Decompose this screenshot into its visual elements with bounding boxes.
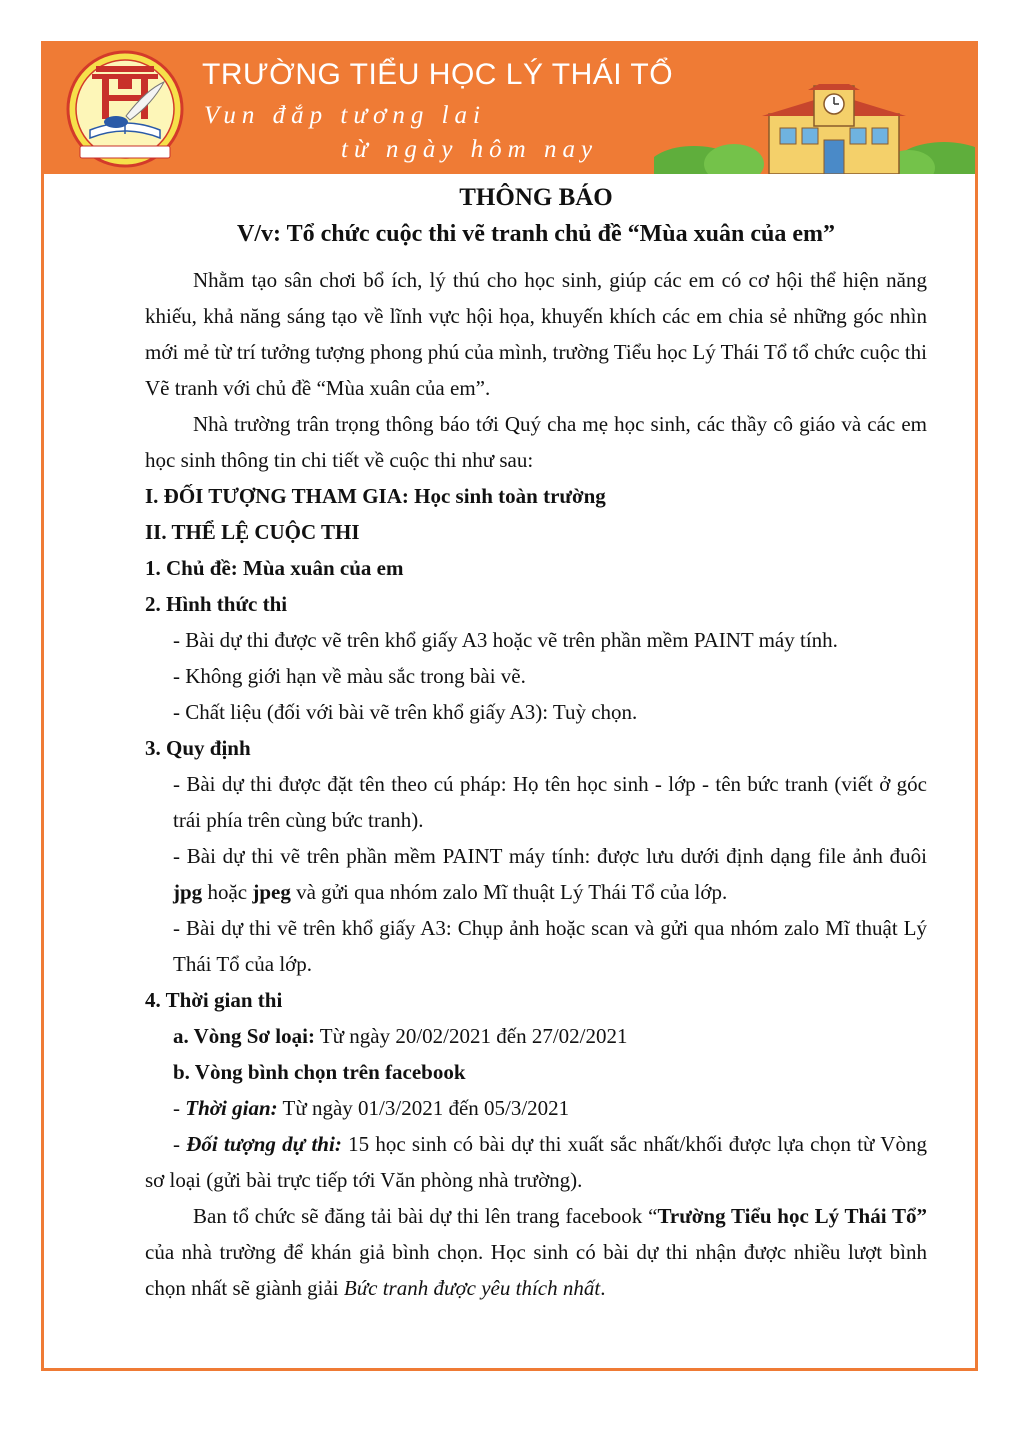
school-banner: [44, 44, 975, 174]
document-subtitle: V/v: Tổ chức cuộc thi vẽ tranh chủ đề “Mùa xuân của em”: [237, 221, 835, 247]
vote-participants: - Đối tượng dự thi: 15 học sinh có bài dự thi xuất sắc nhất/khối được lựa chọn từ Vòng sơ loại (gửi bài trực tiếp tới Văn phòng nhà trường).: [145, 1132, 927, 1192]
slogan-line-1: Vun đắp tương lai: [204, 102, 486, 129]
form-item: - Bài dự thi được vẽ trên khổ giấy A3 hoặc vẽ trên phần mềm PAINT máy tính.: [173, 628, 838, 652]
section-rules: II. THỂ LỆ CUỘC THI: [145, 520, 360, 544]
form-heading: 2. Hình thức thi: [145, 592, 288, 616]
regulation-naming: - Bài dự thi được đặt tên theo cú pháp: Họ tên học sinh - lớp - tên bức tranh (viết ở góc trái phía trên cùng bức tranh).: [173, 772, 927, 832]
regulation-paint-file: - Bài dự thi vẽ trên phần mềm PAINT máy tính: được lưu dưới định dạng file ảnh đuôi jpg hoặc jpeg và gửi qua nhóm zalo Mĩ thuật Lý Thái Tổ của lớp.: [173, 844, 927, 904]
time-heading: 4. Thời gian thi: [145, 988, 283, 1012]
form-item: - Không giới hạn về màu sắc trong bài vẽ.: [173, 664, 526, 688]
round-facebook-vote: b. Vòng bình chọn trên facebook: [173, 1060, 466, 1084]
intro-paragraph-1: Nhằm tạo sân chơi bổ ích, lý thú cho học sinh, giúp các em có cơ hội thể hiện năng khiếu, khả năng sáng tạo về lĩnh vực hội họa, khuyến khích các em chia sẻ những góc nhìn mới mẻ từ trí tưởng tượng phong phú của mình, trường Tiểu học Lý Thái Tổ tổ chức cuộc thi Vẽ tranh với chủ đề “Mùa xuân của em”.: [145, 268, 927, 400]
vote-time: - Thời gian: Từ ngày 01/3/2021 đến 05/3/2021: [173, 1096, 570, 1120]
regulations-heading: 3. Quy định: [145, 736, 251, 760]
closing-paragraph: Ban tổ chức sẽ đăng tải bài dự thi lên trang facebook “Trường Tiểu học Lý Thái Tổ” của nhà trường để khán giả bình chọn. Học sinh có bài dự thi nhận được nhiều lượt bình chọn nhất sẽ giành giải Bức tranh được yêu thích nhất.: [145, 1204, 927, 1300]
document-title: THÔNG BÁO: [459, 184, 613, 211]
school-name: TRƯỜNG TIỂU HỌC LÝ THÁI TỔ: [202, 58, 674, 91]
school-logo: [66, 50, 184, 168]
announcement-document: [145, 180, 927, 1306]
regulation-a3-submission: - Bài dự thi vẽ trên khổ giấy A3: Chụp ảnh hoặc scan và gửi qua nhóm zalo Mĩ thuật Lý Thái Tổ của lớp.: [173, 916, 927, 976]
school-building-illustration: [654, 84, 975, 174]
intro-paragraph-2: Nhà trường trân trọng thông báo tới Quý cha mẹ học sinh, các thầy cô giáo và các em học sinh thông tin chi tiết về cuộc thi như sau:: [145, 412, 927, 472]
section-participants: I. ĐỐI TƯỢNG THAM GIA: Học sinh toàn trường: [145, 484, 606, 508]
form-item: - Chất liệu (đối với bài vẽ trên khổ giấy A3): Tuỳ chọn.: [173, 700, 638, 724]
topic-heading: 1. Chủ đề: Mùa xuân của em: [145, 556, 404, 580]
slogan-line-2: từ ngày hôm nay: [341, 136, 599, 163]
round-preliminary: a. Vòng Sơ loại: Từ ngày 20/02/2021 đến 27/02/2021: [173, 1024, 628, 1048]
